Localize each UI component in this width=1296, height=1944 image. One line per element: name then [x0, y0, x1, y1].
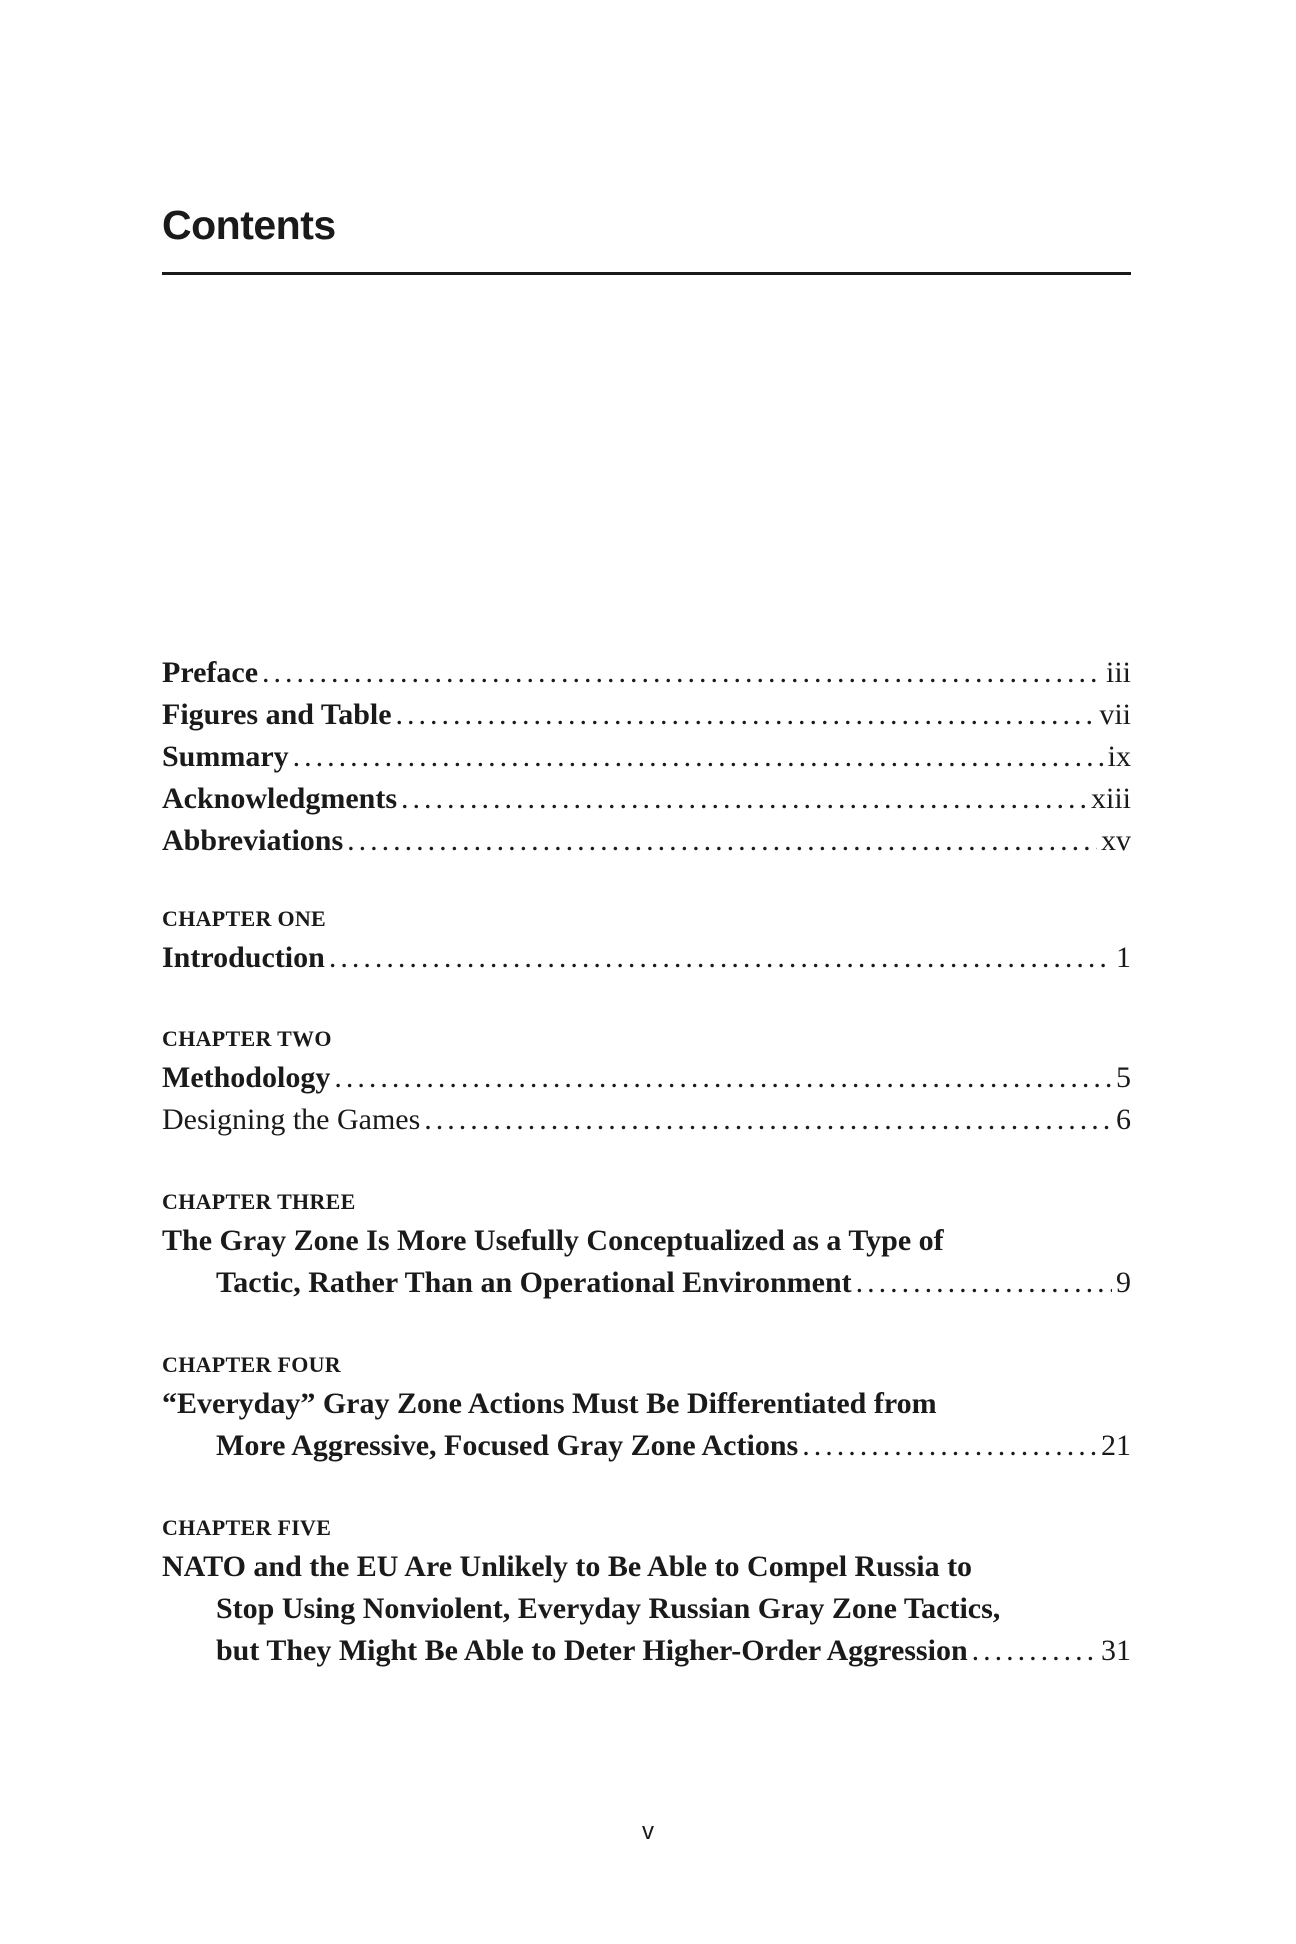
- toc-entry-page: 31: [1101, 1634, 1131, 1667]
- dot-leader: [329, 937, 1112, 979]
- toc-entry-title: Methodology: [162, 1061, 331, 1094]
- toc-entry-acknowledgments[interactable]: [162, 778, 1131, 820]
- dot-leader: [334, 1057, 1112, 1099]
- toc-section-designing-the-games[interactable]: [162, 1099, 1131, 1141]
- toc-entry-title: NATO and the EU Are Unlikely to Be Able to Compel Russia to: [162, 1550, 973, 1583]
- toc-entry-page: iii: [1105, 656, 1131, 689]
- toc-entry-title: Acknowledgments: [162, 782, 398, 815]
- dot-leader: [401, 778, 1087, 820]
- dot-leader: [802, 1425, 1097, 1467]
- toc-entry-chapter-one[interactable]: [162, 937, 1131, 979]
- toc-entry-preface[interactable]: [162, 652, 1131, 694]
- chapter-label: CHAPTER ONE: [162, 906, 327, 931]
- toc-entry-page: xiii: [1090, 782, 1131, 815]
- toc-entry-title: Preface: [162, 656, 259, 689]
- toc-entry-page: 5: [1116, 1061, 1131, 1094]
- chapter-label: CHAPTER FIVE: [162, 1515, 332, 1540]
- title-rule: [162, 272, 1131, 275]
- toc-entry-title: Tactic, Rather Than an Operational Environment: [216, 1266, 852, 1299]
- toc-section-title: Designing the Games: [162, 1103, 421, 1136]
- dot-leader: [424, 1099, 1112, 1141]
- dot-leader: [347, 820, 1097, 862]
- toc-entry-abbreviations[interactable]: [162, 820, 1131, 862]
- dot-leader: [396, 694, 1096, 736]
- toc-entry-title: Abbreviations: [162, 824, 344, 857]
- toc-entry-page: xv: [1101, 824, 1131, 857]
- toc-entry-figures-and-table[interactable]: [162, 694, 1131, 736]
- toc-entry-title: Introduction: [162, 941, 325, 974]
- toc-entry-title: Summary: [162, 740, 289, 773]
- dot-leader: [856, 1262, 1112, 1304]
- toc-entry-chapter-three-line-2[interactable]: [216, 1262, 1131, 1304]
- toc-entry-title: “Everyday” Gray Zone Actions Must Be Differentiated from: [162, 1387, 937, 1420]
- chapter-label: CHAPTER FOUR: [162, 1352, 341, 1377]
- toc-entry-chapter-four-line-1[interactable]: [162, 1383, 1131, 1425]
- toc-entry-chapter-five-line-3[interactable]: [216, 1630, 1131, 1672]
- toc-entry-title: but They Might Be Able to Deter Higher-Order Aggression: [216, 1634, 968, 1667]
- toc-entry-page: 21: [1101, 1429, 1131, 1462]
- toc-entry-chapter-two[interactable]: [162, 1057, 1131, 1099]
- chapter-label: CHAPTER TWO: [162, 1026, 332, 1051]
- dot-leader: [262, 652, 1102, 694]
- toc-entry-page: vii: [1099, 698, 1131, 731]
- page-number: v: [642, 1818, 654, 1845]
- toc-entry-title: More Aggressive, Focused Gray Zone Actions: [216, 1429, 799, 1462]
- toc-section-page: 6: [1116, 1103, 1131, 1136]
- dot-leader: [293, 736, 1104, 778]
- toc-entry-summary[interactable]: [162, 736, 1131, 778]
- toc-entry-chapter-three-line-1[interactable]: [162, 1220, 1131, 1262]
- dot-leader: [972, 1630, 1097, 1672]
- chapter-label: CHAPTER THREE: [162, 1189, 356, 1214]
- toc-entry-page: 9: [1116, 1266, 1131, 1299]
- toc-entry-chapter-five-line-2[interactable]: [216, 1588, 1131, 1630]
- toc-entry-title: Figures and Table: [162, 698, 392, 731]
- toc-entry-page: 1: [1116, 941, 1131, 974]
- toc-entry-title: The Gray Zone Is More Usefully Conceptualized as a Type of: [162, 1224, 944, 1257]
- page-title: Contents: [162, 202, 336, 248]
- toc-entry-title: Stop Using Nonviolent, Everyday Russian Gray Zone Tactics,: [216, 1592, 1001, 1625]
- toc-entry-page: ix: [1107, 740, 1131, 773]
- toc-entry-chapter-five-line-1[interactable]: [162, 1546, 1131, 1588]
- toc-entry-chapter-four-line-2[interactable]: [216, 1425, 1131, 1467]
